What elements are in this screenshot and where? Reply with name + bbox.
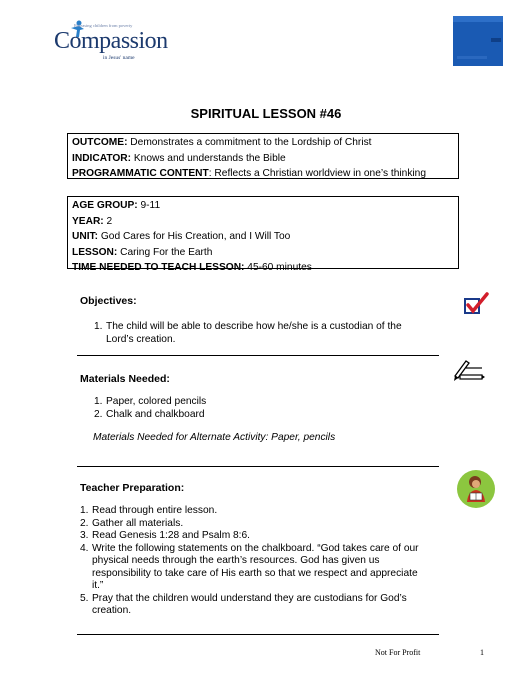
age-label: AGE GROUP: — [72, 200, 138, 211]
alternate-materials: Materials Needed for Alternate Activity: Paper, pencils — [93, 432, 336, 443]
age-value: 9-11 — [137, 200, 161, 211]
year-value: 2 — [103, 215, 113, 227]
list-item — [80, 518, 424, 531]
page-number: 1 — [480, 648, 484, 657]
list-text: Paper, colored pencils — [106, 396, 207, 407]
footer-notice: Not For Profit — [375, 648, 421, 657]
list-text: The child will be able to describe how he/she is a custodian of the Lord’s creation. — [106, 321, 402, 345]
list-number: 1. — [94, 396, 103, 407]
compassion-logo — [54, 22, 166, 68]
list-text: Gather all materials. — [92, 517, 184, 529]
blue-stamp-image — [453, 16, 503, 66]
list-number: 2. — [80, 517, 89, 529]
indicator-label: INDICATOR: — [72, 152, 132, 164]
list-number: 2. — [94, 408, 103, 420]
list-item — [80, 593, 424, 618]
lesson-value: Caring For the Earth — [117, 246, 213, 258]
materials-list — [94, 396, 424, 421]
teacher-prep-list — [80, 505, 424, 618]
list-number: 1. — [94, 321, 103, 332]
year-row — [72, 214, 454, 230]
page-title: SPIRITUAL LESSON #46 — [190, 106, 342, 121]
section-divider — [77, 634, 439, 635]
list-text: Read through entire lesson. — [92, 505, 218, 516]
teacher-prep-heading: Teacher Preparation: — [80, 482, 185, 494]
objectives-heading: Objectives: — [80, 295, 137, 307]
outcome-label: OUTCOME: — [72, 137, 128, 148]
list-text: Write the following statements on the chalkboard. “God takes care of our physical needs through the earth’s resources. God has given us responsibility to take care of His earth so that we respect and appreciate it.” — [92, 542, 419, 591]
list-text: Chalk and chalkboard — [106, 408, 205, 420]
list-item — [80, 530, 424, 543]
section-divider — [77, 355, 439, 356]
section-divider — [77, 466, 439, 467]
time-row — [72, 260, 454, 276]
list-number: 5. — [80, 592, 89, 604]
list-item — [80, 543, 424, 593]
list-item — [94, 396, 424, 409]
unit-row — [72, 229, 454, 245]
unit-value: God Cares for His Creation, and I Will Too — [98, 231, 291, 242]
age-row — [72, 198, 454, 214]
logo-tagline-bottom: in Jesus' name — [103, 55, 135, 61]
indicator-value: Knows and understands the Bible — [131, 152, 286, 164]
teacher-reading-icon — [456, 469, 496, 509]
indicator-row — [72, 151, 454, 167]
list-number: 3. — [80, 530, 89, 541]
list-number: 4. — [80, 542, 89, 554]
time-value: 45-60 minutes — [244, 262, 312, 273]
lesson-row — [72, 245, 454, 261]
year-label: YEAR: — [72, 215, 104, 227]
list-item — [94, 321, 424, 346]
list-number: 1. — [80, 505, 89, 516]
checkbox-check-icon — [463, 291, 491, 317]
list-text: Read Genesis 1:28 and Psalm 8:6. — [92, 530, 251, 541]
lesson-label: LESSON: — [72, 246, 118, 258]
outcome-value: Demonstrates a commitment to the Lordship of Christ — [127, 137, 372, 148]
logo-tagline-top: Releasing children from poverty — [74, 23, 133, 28]
list-item — [94, 409, 424, 422]
stamp-texture — [453, 16, 503, 66]
lesson-info-box — [67, 196, 459, 273]
materials-heading: Materials Needed: — [80, 373, 170, 385]
pencil-tools-icon — [452, 358, 486, 384]
objectives-list — [94, 321, 424, 346]
logo-wordmark: Compassion — [54, 28, 168, 54]
unit-label: UNIT: — [72, 231, 99, 242]
time-label: TIME NEEDED TO TEACH LESSON: — [72, 262, 245, 273]
programmatic-value: : Reflects a Christian worldview in one’s thinking — [208, 168, 427, 179]
programmatic-row — [72, 166, 454, 182]
list-item — [80, 505, 424, 518]
outcome-box — [67, 133, 459, 179]
programmatic-label: PROGRAMMATIC CONTENT — [72, 168, 209, 179]
outcome-row — [72, 135, 454, 151]
list-text: Pray that the children would understand they are custodians for God’s creation. — [92, 592, 407, 616]
